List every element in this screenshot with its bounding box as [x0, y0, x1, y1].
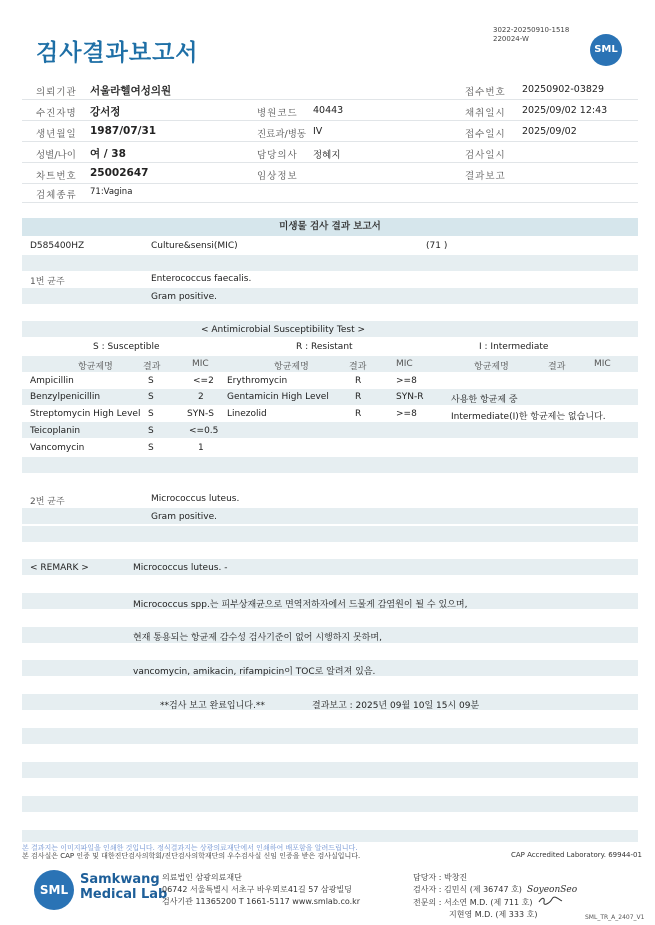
cap-accreditation: CAP Accredited Laboratory. 69944-01	[511, 851, 642, 859]
drug-name: Erythromycin	[227, 376, 288, 386]
staff-block	[413, 872, 577, 921]
drug-mic: SYN-S	[187, 409, 214, 419]
drug-result: R	[355, 392, 362, 402]
doc-no-line1: 3022-20250910-1518	[493, 26, 570, 34]
value-accession-no: 20250902-03829	[522, 84, 605, 95]
remark-line1: Micrococcus luteus. -	[133, 563, 228, 573]
info-row	[22, 183, 638, 203]
logo-line2: Medical Lab	[80, 887, 168, 902]
drug-name: Benzylpenicillin	[30, 392, 101, 402]
row-band	[22, 728, 638, 744]
certification-note: 본 검사실은 CAP 인증 및 대한진단검사의학회/진단검사의학재단의 우수검사실 신임 인증을 받은 검사실입니다.	[22, 852, 361, 860]
drug-name: Ampicillin	[30, 376, 74, 386]
col1-result-header: 결과	[143, 362, 161, 372]
label-sex-age: 성별/나이	[36, 150, 76, 161]
remark-line4: vancomycin, amikacin, rifampicin이 TOC로 알려져 있음.	[133, 667, 376, 677]
drug-name: Linezolid	[227, 409, 267, 419]
drug-result: S	[148, 426, 154, 436]
org-name: 의료법인 삼광의료재단	[162, 873, 242, 882]
col2-result-header: 결과	[349, 362, 367, 372]
ast-title: < Antimicrobial Susceptibility Test >	[201, 325, 365, 335]
organism1-name: Enterococcus faecalis.	[151, 274, 252, 284]
drug-name: Gentamicin High Level	[227, 392, 329, 402]
label-receipt-time: 접수일시	[465, 129, 506, 140]
row-band	[22, 255, 638, 271]
value-receipt-time: 2025/09/02	[522, 126, 577, 137]
drug-name: Streptomycin High Level	[30, 409, 141, 419]
drug-mic: <=0.5	[189, 426, 219, 436]
drug-mic: <=2	[193, 376, 214, 386]
lab-address-block	[162, 872, 360, 908]
report-complete-time: 결과보고 : 2025년 09월 10일 15시 09분	[312, 701, 480, 711]
value-sex-age: 여 / 38	[90, 148, 126, 160]
legend-resistant: R : Resistant	[296, 342, 353, 352]
drug-result: S	[148, 409, 154, 419]
organism2-label: 2번 균주	[30, 497, 65, 507]
label-test-time: 검사일시	[465, 150, 506, 161]
org-address: 06742 서울특별시 서초구 바우뫼로41길 57 삼광빌딩	[162, 885, 352, 894]
row-band	[22, 762, 638, 778]
row-band	[22, 508, 638, 524]
remark-label: < REMARK >	[30, 563, 89, 573]
row-band	[22, 830, 638, 842]
company-logo-text	[80, 872, 167, 902]
drug-result: R	[355, 376, 362, 386]
label-chart-no: 차트번호	[36, 171, 77, 182]
col3-result-header: 결과	[548, 362, 566, 372]
intermediate-note-line1: 사용한 항균제 중	[451, 395, 518, 405]
legend-susceptible: S : Susceptible	[93, 342, 160, 352]
drug-result: R	[355, 409, 362, 419]
logo-line1: Samkwang	[80, 872, 160, 887]
col1-mic-header: MIC	[192, 359, 209, 369]
test-name: Culture&sensi(MIC)	[151, 241, 238, 251]
drug-name: Teicoplanin	[30, 426, 81, 436]
value-collection-time: 2025/09/02 12:43	[522, 105, 608, 116]
col3-drug-header: 항균제명	[474, 362, 509, 372]
organism1-label: 1번 균주	[30, 277, 65, 287]
intermediate-note-line2: Intermediate(I)한 항균제는 없습니다.	[451, 412, 606, 422]
test-number: (71 )	[426, 241, 448, 251]
row-band	[22, 457, 638, 473]
staff-specialist-2: 지현영 M.D. (제 333 호)	[449, 910, 538, 919]
info-row	[22, 101, 638, 121]
label-accession-no: 접수번호	[465, 87, 506, 98]
document-number	[493, 26, 569, 44]
drug-mic: SYN-R	[396, 392, 424, 402]
label-doctor: 담당의사	[257, 150, 298, 161]
col1-drug-header: 항균제명	[78, 362, 113, 372]
value-doctor: 정혜지	[313, 150, 341, 161]
info-row	[22, 143, 638, 163]
value-hospital-code: 40443	[313, 105, 344, 116]
drug-mic: 2	[198, 392, 204, 402]
row-band	[22, 559, 638, 575]
remark-line3: 현재 통용되는 항균제 감수성 검사기준이 없어 시행하지 못하며,	[133, 633, 382, 643]
col3-mic-header: MIC	[594, 359, 611, 369]
label-birthdate: 생년월일	[36, 129, 77, 140]
label-department: 진료과/병동	[257, 129, 307, 140]
col2-mic-header: MIC	[396, 359, 413, 369]
signature-icon	[538, 896, 564, 905]
value-requesting-org: 서울라헬여성의원	[90, 85, 172, 97]
signature: SoyeonSeo	[527, 885, 578, 895]
organism2-gram: Gram positive.	[151, 512, 217, 522]
label-collection-time: 채취일시	[465, 108, 506, 119]
value-department: IV	[313, 126, 323, 137]
row-band	[22, 356, 638, 372]
staff-specialist-row	[413, 896, 577, 909]
drug-mic: >=8	[396, 376, 417, 386]
label-clinical-info: 임상정보	[257, 171, 298, 182]
col2-drug-header: 항균제명	[274, 362, 309, 372]
print-notice: 본 결과지는 이미지파일을 인쇄한 것입니다. 정식결과지는 상광의료재단에서 인쇄하여 배포함을 알려드립니다.	[22, 844, 358, 852]
doc-no-line2: 220024-W	[493, 35, 529, 43]
info-row	[22, 164, 638, 184]
test-code: D585400HZ	[30, 241, 85, 251]
label-requesting-org: 의뢰기관	[36, 87, 77, 98]
label-specimen: 검체종류	[36, 190, 77, 201]
section-title: 미생물 검사 결과 보고서	[22, 218, 638, 236]
legend-intermediate: I : Intermediate	[479, 342, 549, 352]
label-hospital-code: 병원코드	[257, 108, 298, 119]
org-contact: 검사기관 11365200 T 1661-5117 www.smlab.co.kr	[162, 897, 361, 906]
value-birthdate: 1987/07/31	[90, 125, 157, 137]
label-report-time: 결과보고	[465, 171, 506, 182]
row-band	[22, 526, 638, 542]
drug-result: S	[148, 376, 154, 386]
drug-mic: >=8	[396, 409, 417, 419]
staff-examiner: 검사자 : 김민식 (제 36747 호)	[413, 885, 522, 894]
staff-specialist-1: 전문의 : 서소연 M.D. (제 711 호)	[413, 898, 533, 907]
report-complete: **검사 보고 완료입니다.**	[160, 701, 265, 711]
info-row	[22, 122, 638, 142]
row-band	[22, 796, 638, 812]
organism2-name: Micrococcus luteus.	[151, 494, 240, 504]
sml-logo-icon: SML	[34, 870, 74, 910]
row-band	[22, 288, 638, 304]
value-patient-name: 강서정	[90, 106, 121, 118]
value-specimen: 71:Vagina	[90, 187, 133, 197]
remark-line2: Micrococcus spp.는 피부상재균으로 면역저하자에서 드물게 감염원이 될 수 있으며,	[133, 600, 468, 610]
row-band	[22, 422, 638, 438]
row-band	[22, 389, 638, 405]
organism1-gram: Gram positive.	[151, 292, 217, 302]
drug-mic: 1	[198, 443, 204, 453]
drug-name: Vancomycin	[30, 443, 85, 453]
value-chart-no: 25002647	[90, 167, 149, 179]
report-title: 검사결과보고서	[36, 40, 199, 66]
staff-examiner-row	[413, 884, 577, 896]
staff-in-charge: 담당자 : 박창진	[413, 873, 468, 882]
info-row	[22, 80, 638, 100]
sml-logo-icon: SML	[590, 34, 622, 66]
drug-result: S	[148, 443, 154, 453]
form-code: SML_TR_A_2407_V1	[585, 914, 645, 921]
label-patient-name: 수진자명	[36, 108, 77, 119]
drug-result: S	[148, 392, 154, 402]
